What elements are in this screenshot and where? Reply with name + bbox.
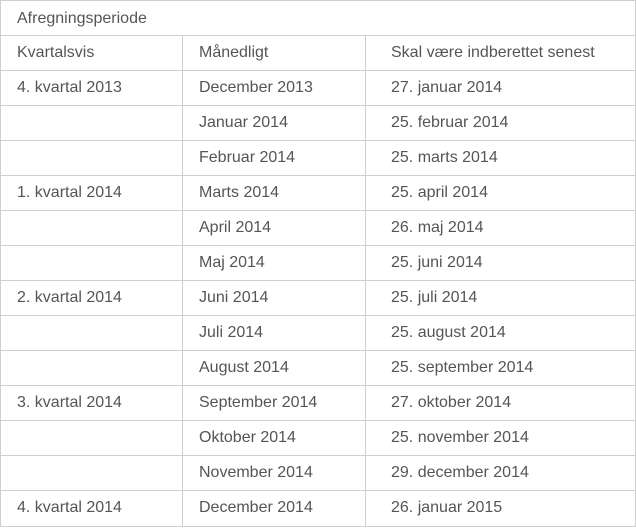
deadline-cell: 29. december 2014 [391,464,529,481]
header-row [1,36,635,71]
quarter-cell: 1. kvartal 2014 [1,176,183,210]
table-row [1,351,635,386]
month-cell: September 2014 [183,386,366,420]
table-row [1,211,635,246]
table-row [1,246,635,281]
quarter-cell [1,456,183,490]
deadline-cell: 25. juni 2014 [391,254,483,271]
deadline-cell: 26. januar 2015 [391,499,503,516]
header-deadline: Skal være indberettet senest [391,44,595,61]
month-cell: December 2013 [183,71,366,105]
table-row [1,386,635,421]
table-body [1,71,635,526]
table-row [1,141,635,176]
deadline-cell: 25. februar 2014 [391,114,509,131]
table-row [1,281,635,316]
table-row [1,456,635,491]
table-row [1,71,635,106]
table-row [1,421,635,456]
table-row [1,491,635,526]
month-cell: Maj 2014 [183,246,366,280]
deadline-cell: 25. april 2014 [391,184,488,201]
deadline-cell: 27. oktober 2014 [391,394,512,411]
deadline-cell: 25. juli 2014 [391,289,478,306]
table-row [1,106,635,141]
quarter-cell [1,351,183,385]
month-cell: Juni 2014 [183,281,366,315]
month-cell: Oktober 2014 [183,421,366,455]
quarter-cell [1,246,183,280]
quarter-cell [1,141,183,175]
table-row [1,316,635,351]
quarter-cell [1,316,183,350]
table-row [1,176,635,211]
quarter-cell [1,211,183,245]
deadline-cell: 25. august 2014 [391,324,506,341]
month-cell: Februar 2014 [183,141,366,175]
month-cell: April 2014 [183,211,366,245]
month-cell: Marts 2014 [183,176,366,210]
header-quarterly: Kvartalsvis [1,36,183,70]
month-cell: December 2014 [183,491,366,526]
quarter-cell: 3. kvartal 2014 [1,386,183,420]
month-cell: August 2014 [183,351,366,385]
table-caption: Afregningsperiode [1,1,635,36]
month-cell: Juli 2014 [183,316,366,350]
deadline-cell: 25. marts 2014 [391,149,498,166]
quarter-cell: 4. kvartal 2013 [1,71,183,105]
quarter-cell [1,421,183,455]
quarter-cell [1,106,183,140]
deadline-cell: 25. september 2014 [391,359,534,376]
quarter-cell: 4. kvartal 2014 [1,491,183,526]
month-cell: Januar 2014 [183,106,366,140]
header-monthly: Månedligt [183,36,366,70]
month-cell: November 2014 [183,456,366,490]
deadline-cell: 27. januar 2014 [391,79,503,96]
deadline-cell: 25. november 2014 [391,429,529,446]
deadline-cell: 26. maj 2014 [391,219,484,236]
quarter-cell: 2. kvartal 2014 [1,281,183,315]
